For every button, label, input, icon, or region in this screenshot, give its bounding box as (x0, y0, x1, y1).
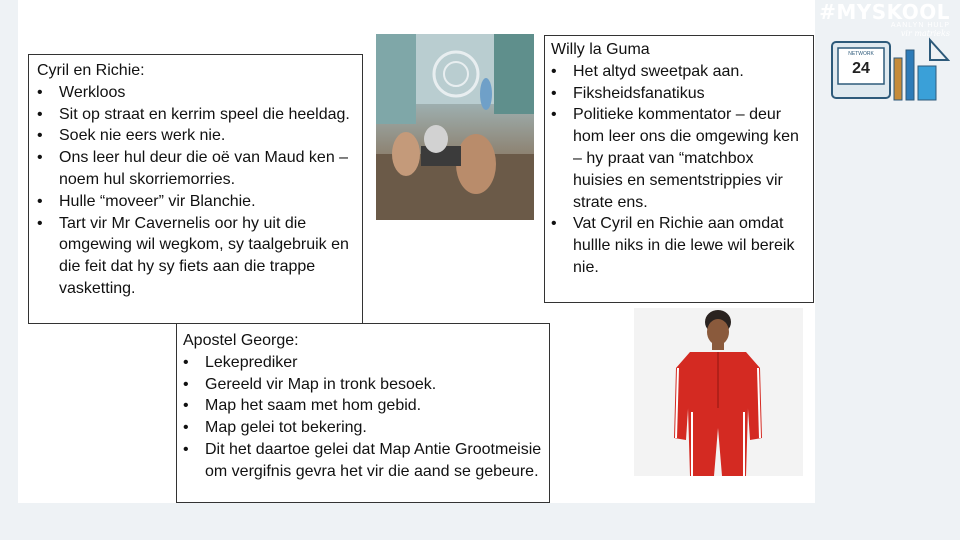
george-bullet-list (183, 352, 543, 483)
list-item: • Dit het daartoe gelei dat Map Antie Grootmeisie om vergifnis gevra het vir die aand se gebeure. (183, 439, 543, 483)
list-item: • Vat Cyril en Richie aan omdat hullle niks in die lewe wil bereik nie. (551, 213, 807, 278)
network-label: NETWORK (848, 51, 874, 57)
list-item: • Ons leer hul deur die oë van Maud ken – noem hul skorriemorries. (37, 147, 352, 191)
network-number: 24 (852, 60, 870, 77)
list-item: • Sit op straat en kerrim speel die heeldag. (37, 104, 352, 126)
willy-box-title: Willy la Guma (551, 41, 650, 58)
stationery-illustration-icon (830, 36, 950, 106)
list-item: • Politieke kommentator – deur hom leer ons die omgewing ken – hy praat van “matchbox huisies en sementstrippies vir strate ens. (551, 104, 807, 213)
list-item: • Tart vir Mr Cavernelis oor hy uit die omgewing wil wegkom, sy taalgebruik en die feit dat hy sy fiets aan die trappe vasketting. (37, 213, 352, 300)
brand-title: #MYSKOOL (819, 0, 950, 24)
list-item: • Gereeld vir Map in tronk besoek. (183, 374, 543, 396)
list-item: • Het altyd sweetpak aan. (551, 61, 807, 83)
red-tracksuit-photo (634, 308, 803, 476)
list-item: • Map het saam met hom gebid. (183, 395, 543, 417)
street-scene-image (376, 34, 534, 220)
list-item: • Soek nie eers werk nie. (37, 125, 352, 147)
cyril-bullet-list (37, 82, 352, 300)
street-dominoes-photo (376, 34, 534, 220)
brand-script: vir matrieks (900, 29, 950, 38)
list-item: • Fiksheidsfanatikus (551, 83, 807, 105)
list-item: • Lekeprediker (183, 352, 543, 374)
willy-la-guma-textbox (544, 35, 814, 303)
brand-subtitle: AANLYN HULP (890, 22, 950, 29)
willy-bullet-list (551, 61, 807, 279)
list-item: • Werkloos (37, 82, 352, 104)
list-item: • Map gelei tot bekering. (183, 417, 543, 439)
tracksuit-man-image (634, 308, 803, 476)
cyril-richie-textbox (28, 54, 363, 324)
myskool-logo (819, 0, 950, 38)
list-item: • Hulle “moveer” vir Blanchie. (37, 191, 352, 213)
george-box-title: Apostel George: (183, 332, 299, 349)
cyril-box-title: Cyril en Richie: (37, 62, 145, 79)
apostel-george-textbox (176, 323, 550, 503)
